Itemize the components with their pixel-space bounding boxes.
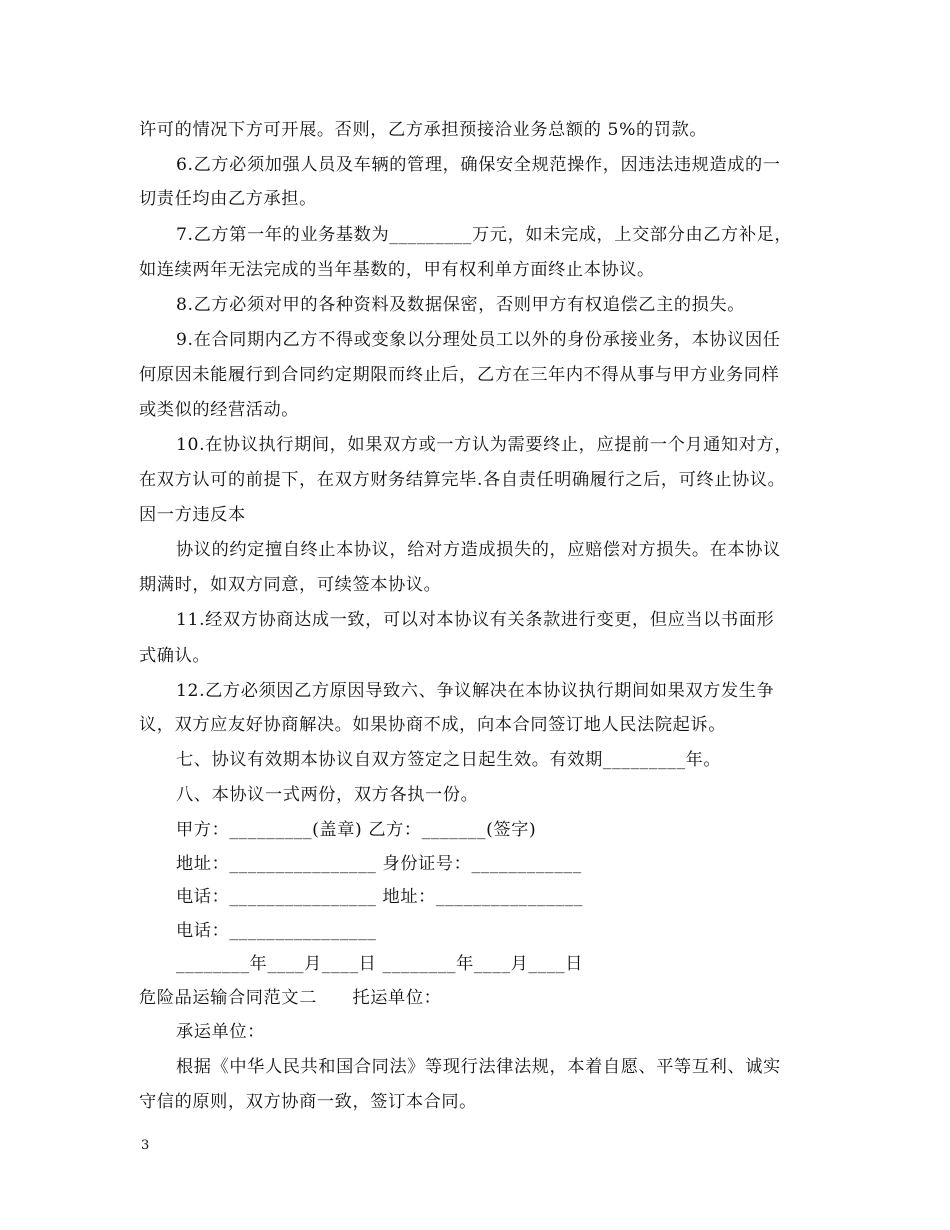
text-line: 八、本协议一式两份，双方各执一份。 [176, 785, 479, 805]
text-line: 8.乙方必须对甲的各种资料及数据保密，否则甲方有权追偿乙主的损失。 [176, 295, 746, 315]
text-line: 守信的原则，双方协商一致，签订本合同。 [139, 1092, 477, 1112]
phone-line: 电话：________________ [176, 921, 377, 941]
text-line: 在双方认可的前提下，在双方财务结算完毕.各自责任明确履行之后，可终止协议。 [139, 470, 786, 490]
text-line: 10.在协议执行期间，如果双方或一方认为需要终止，应提前一个月通知对方， [176, 435, 793, 455]
text-line: 6.乙方必须加强人员及车辆的管理，确保安全规范操作，因违法违规造成的一 [176, 155, 781, 175]
text-line: 协议的约定擅自终止本协议，给对方造成损失的，应赔偿对方损失。在本协议 [176, 540, 781, 560]
text-line: 9.在合同期内乙方不得或变象以分理处员工以外的身份承接业务，本协议因任 [176, 330, 781, 350]
address-id-line: 地址：________________ 身份证号：____________ [176, 854, 582, 874]
text-line: 承运单位： [176, 1022, 265, 1042]
text-line: 如连续两年无法完成的当年基数的，甲有权利单方面终止本协议。 [139, 260, 655, 280]
text-line: 许可的情况下方可开展。否则，乙方承担预接洽业务总额的 5%的罚款。 [139, 120, 708, 140]
text-line: 7.乙方第一年的业务基数为_________万元，如未完成，上交部分由乙方补足， [176, 225, 793, 245]
text-line: 11.经双方协商达成一致，可以对本协议有关条款进行变更，但应当以书面形 [176, 610, 775, 630]
text-line: 切责任均由乙方承担。 [139, 189, 317, 209]
text-line: 12.乙方必须因乙方原因导致六、争议解决在本协议执行期间如果双方发生争 [176, 681, 775, 701]
text-line: 议，双方应友好协商解决。如果协商不成，向本合同签订地人民法院起诉。 [139, 715, 726, 735]
phone-address-line: 电话：________________ 地址：________________ [176, 887, 583, 907]
section-heading: 危险品运输合同范文二 托运单位： [139, 988, 442, 1008]
text-line: 七、协议有效期本协议自双方签定之日起生效。有效期_________年。 [176, 750, 722, 770]
text-line: 根据《中华人民共和国合同法》等现行法律法规，本着自愿、平等互利、诚实 [176, 1057, 781, 1077]
text-line: 何原因未能履行到合同约定期限而终止后，乙方在三年内不得从事与甲方业务同样 [139, 365, 780, 385]
page-number: 3 [141, 1138, 150, 1153]
text-line: 期满时，如双方同意，可续签本协议。 [139, 575, 442, 595]
text-line: 式确认。 [139, 646, 211, 666]
text-line: 因一方违反本 [139, 505, 246, 525]
date-line: ________年____月____日 ________年____月____日 [176, 954, 583, 974]
text-line: 或类似的经营活动。 [139, 400, 300, 420]
signature-line-party-a-b: 甲方：_________(盖章) 乙方：_______(签字) [176, 820, 537, 840]
